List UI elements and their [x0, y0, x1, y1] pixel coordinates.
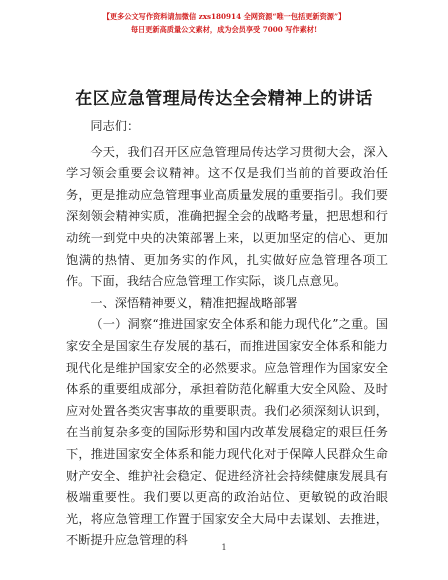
salutation: 同志们：: [90, 119, 140, 133]
promo-banner: [0, 10, 448, 36]
document-title: 在区应急管理局传达全会精神上的讲话: [75, 89, 373, 109]
promo-banner-line-1: 【更多公文写作资料请加微信 zxs180914 全网资源“唯一包括更新资源”】: [102, 12, 346, 21]
subsection-paragraph: （一）洞察“推进国家安全体系和能力现代化”之重。国家安全是国家生存发展的基石，而推进国家安全体系和能力现代化是维护国家安全的必然要求。应急管理作为国家安全体系的重要组成部分，承担着防范化解重大安全风险、及时应对处置各类灾害事故的重要职责。我们必须深刻认识到，在当前复杂多变的国际形势和国内改革发展稳定的艰巨任务下，推进国家安全体系和能力现代化对于保障人民群众生命财产安全、维护社会稳定、促进经济社会持续健康发展具有极端重要性。我们要以更高的政治站位、更敏锐的政治眼光，将应急管理工作置于国家安全大局中去谋划、去推进，不断提升应急管理的科: [66, 317, 388, 548]
page-number: 1: [221, 543, 227, 552]
document-body: [66, 116, 388, 552]
intro-paragraph: 今天，我们召开区应急管理局传达学习贯彻大会，深入学习领会重要会议精神。这不仅是我们当前的首要政治任务，更是推动应急管理事业高质量发展的重要指引。我们要深刻领会精神实质，准确把握全会的战略考量，把思想和行动统一到党中央的决策部署上来，以更加坚定的信心、更加饱满的热情、更加务实的作风，扎实做好应急管理各项工作。下面，我结合应急管理工作实际，谈几点意见。: [66, 144, 388, 289]
promo-banner-line-2: 每日更新高质量公文素材，成为会员享受 7000 写作素材!: [130, 25, 318, 34]
section-heading: 一、深悟精神要义，精准把握战略部署: [90, 295, 298, 310]
